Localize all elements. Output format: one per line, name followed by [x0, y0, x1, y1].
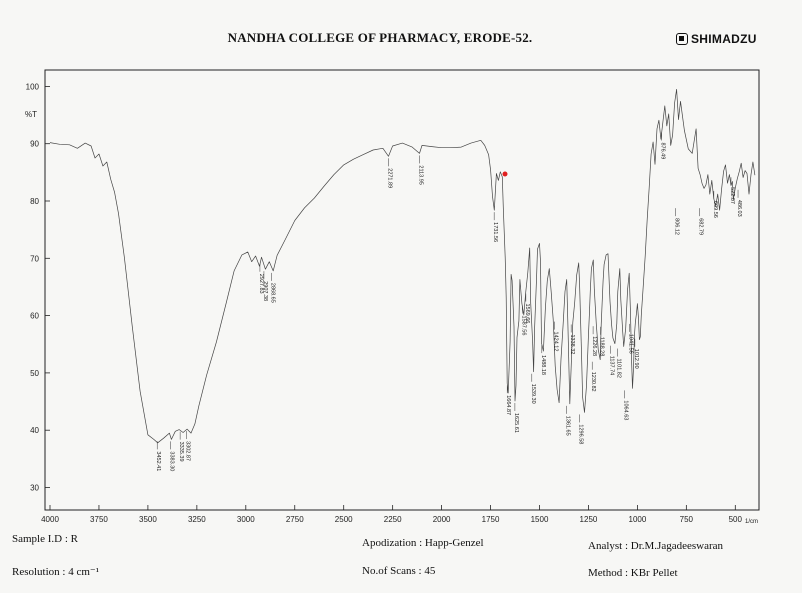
x-tick-label: 2250	[383, 515, 402, 524]
x-tick-label: 3000	[236, 515, 255, 524]
analyst: Analyst : Dr.M.Jagadeeswaran	[588, 540, 724, 552]
peak-label: 1664.87	[505, 395, 512, 416]
peak-label: 522.07	[728, 187, 735, 205]
peak-label: 1569.66	[523, 303, 530, 324]
y-tick-label: 90	[30, 139, 39, 149]
plot-frame	[45, 70, 759, 510]
peak-label: 682.79	[697, 218, 704, 236]
number-of-scans: No.of Scans : 45	[362, 565, 436, 577]
x-tick-label: 3750	[90, 515, 108, 524]
peak-label: 2927.83	[257, 273, 264, 294]
y-tick-label: 30	[30, 483, 39, 493]
x-tick-label: 4000	[41, 515, 59, 524]
peak-label: 1012.90	[632, 348, 639, 369]
peak-label: 1587.56	[520, 315, 527, 336]
y-axis	[26, 82, 50, 492]
x-tick-label: 2500	[334, 515, 353, 524]
x-tick-label: 500	[728, 515, 742, 524]
peak-label: 1338.32	[569, 334, 576, 355]
peak-label: 3452.41	[155, 451, 162, 472]
x-axis	[41, 505, 742, 524]
peak-label: 1041.56	[627, 333, 634, 354]
x-tick-label: 1500	[530, 515, 549, 524]
y-tick-label: 50	[30, 368, 39, 378]
peak-label: 1226.28	[591, 336, 598, 357]
peak-label: 1539.30	[529, 383, 536, 404]
method: Method : KBr Pellet	[588, 567, 678, 579]
peak-label: 1101.82	[615, 358, 622, 378]
x-axis-label: 1/cm	[745, 519, 759, 525]
peak-label: 2271.89	[386, 168, 393, 189]
peak-label: 806.12	[673, 218, 680, 235]
x-tick-label: 3250	[187, 515, 206, 524]
x-tick-label: 1750	[481, 515, 500, 524]
peak-label: 1064.63	[622, 400, 629, 421]
x-tick-label: 1000	[628, 515, 647, 524]
peak-label: 1188.28	[598, 336, 605, 357]
y-axis-label: %T	[25, 110, 37, 119]
marker-dot	[503, 172, 508, 177]
peak-label: 609.56	[711, 201, 718, 218]
peak-label: 2868.65	[269, 282, 276, 303]
apodization: Apodization : Happ-Genzel	[362, 537, 484, 549]
brand-name: SHIMADZU	[691, 32, 757, 46]
peak-label: 1488.18	[539, 355, 546, 376]
spectrum-line	[50, 89, 755, 443]
peak-label: 876.49	[659, 142, 666, 160]
peak-label: 1424.12	[552, 331, 559, 352]
peak-label: 1230.82	[590, 371, 597, 392]
y-tick-label: 70	[30, 254, 39, 264]
y-tick-label: 100	[25, 82, 39, 92]
peak-label: 1137.74	[608, 355, 615, 376]
peak-label: 1625.61	[512, 413, 519, 433]
y-tick-label: 60	[30, 311, 39, 321]
x-tick-label: 750	[679, 515, 694, 524]
peak-labels	[155, 133, 742, 472]
sample-id: Sample I.D : R	[12, 533, 78, 545]
peak-label: 1361.65	[564, 415, 571, 436]
series-layer	[50, 89, 755, 443]
peak-label: 3302.87	[184, 441, 191, 461]
peak-label: 1731.56	[492, 222, 499, 243]
x-tick-label: 2750	[285, 515, 304, 524]
y-tick-label: 40	[30, 426, 39, 436]
peak-label: 2907.38	[261, 281, 268, 302]
page-title: NANDHA COLLEGE OF PHARMACY, ERODE-52.	[227, 30, 533, 45]
x-tick-label: 3500	[139, 515, 157, 524]
y-tick-label: 80	[30, 197, 39, 206]
x-tick-label: 1250	[579, 515, 598, 524]
peak-label: 486.03	[735, 199, 742, 217]
peak-label: 2113.95	[417, 165, 424, 185]
peak-label: 1296.58	[577, 424, 584, 445]
x-tick-label: 2000	[432, 515, 451, 524]
peak-label: 3383.30	[168, 451, 175, 472]
peak-label: 3335.39	[178, 441, 185, 462]
resolution: Resolution : 4 cm⁻¹	[12, 566, 100, 578]
